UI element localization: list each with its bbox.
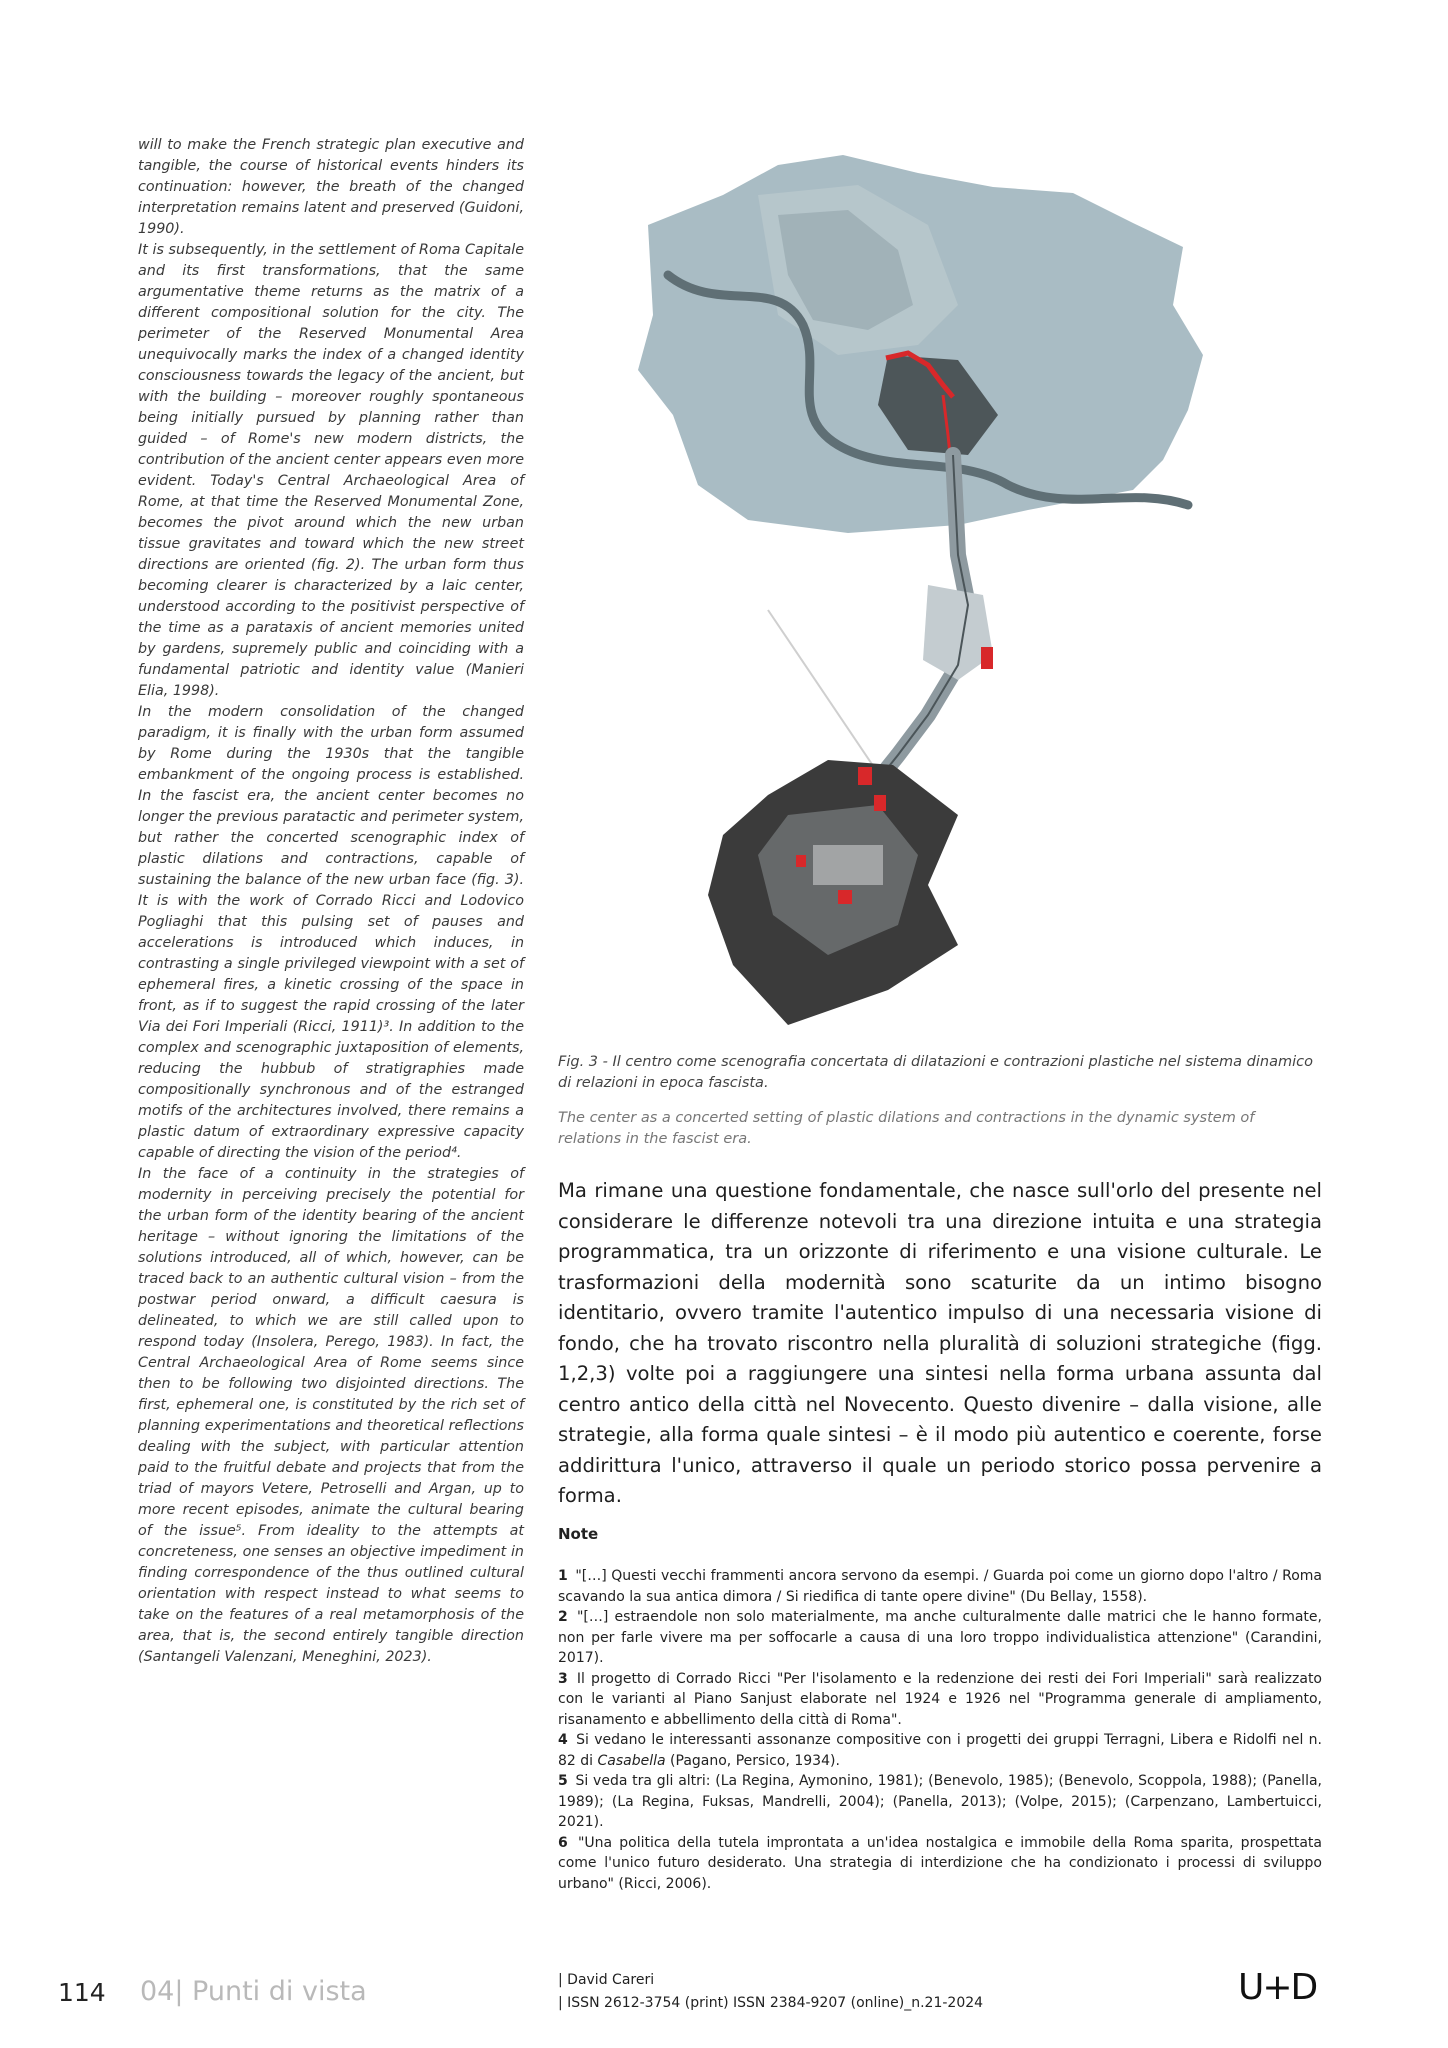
footer-author: | David Careri (558, 1972, 655, 1988)
notes-list (558, 1566, 1322, 1894)
note-text: Il progetto di Corrado Ricci "Per l'isolamento e la redenzione dei resti dei Fori Imperiali" sarà realizzato con le varianti al Piano Sanjust elaborate nel 1924 e 1926 nel "Programma generale di ampliamento, risanamento e abbellimento della città di Roma". (558, 1670, 1322, 1728)
left-paragraph-1: will to make the French strategic plan executive and tangible, the course of historical events hinders its continuation: however, the breath of the changed interpretation remains latent and preserved (Guidoni, 1990). (138, 137, 524, 237)
note-text: "Una politica della tutela improntata a un'idea nostalgica e immobile della Roma sparita, prospettata come l'unico futuro desiderato. Una strategia di interdizione che ha condizionato i processi di sviluppo urbano" (Ricci, 2006). (558, 1834, 1322, 1892)
note-text: Si veda tra gli altri: (La Regina, Aymonino, 1981); (Benevolo, 1985); (Benevolo, Scoppola, 1988); (Panella, 1989); (La Regina, Fuksas, Mandrelli, 2004); (Panella, 2013); (Volpe, 2015); (Carpenzano, Lambertuicci, 2021). (558, 1773, 1322, 1830)
left-paragraph-3: In the modern consolidation of the changed paradigm, it is finally with the urban form assumed by Rome during the 1930s that the tangible embankment of the ongoing process is established. In the fascist era, the ancient center becomes no longer the previous paratactic and perimeter system, but rather the concerted scenographic index of plastic dilations and contractions, capable of sustaining the balance of the new urban face (fig. 3). It is with the work of Corrado Ricci and Lodovico Pogliaghi that this pulsing set of pauses and accelerations is introduced which induces, in contrasting a single privileged viewpoint with a set of ephemeral fires, a kinetic crossing of the space in front, as if to suggest the rapid crossing of the later Via dei Fori Imperiali (Ricci, 1911)³. In addition to the complex and scenographic juxtaposition of elements, reducing the hubbub of stratigraphies made compositionally synchronous and of the estranged motifs of the architectures involved, there remains a plastic datum of extraordinary expressive capacity capable of directing the vision of the period⁴. (138, 704, 524, 1161)
figure-caption-italian: Fig. 3 - Il centro come scenografia concertata di dilatazioni e contrazioni plastiche nel sistema dinamico di relazioni in epoca fascista. (558, 1054, 1313, 1091)
note-number: 3 (558, 1670, 568, 1687)
rome-map-figure (628, 155, 1308, 1045)
note-number: 6 (558, 1834, 568, 1851)
note-item (558, 1566, 1322, 1607)
body-paragraph: Ma rimane una questione fondamentale, che nasce sull'orlo del presente nel considerare le differenze notevoli tra una direzione intuita e una strategia programmatica, tra un orizzonte di riferimento e una visione culturale. Le trasformazioni della modernità sono scaturite da un intimo bisogno identitario, ovvero tramite l'autentico impulso di una necessaria visione di fondo, che ha trovato riscontro nella pluralità di soluzioni strategiche (figg. 1,2,3) volte poi a raggiungere una sintesi nella forma urbana assunta dal centro antico della città nel Novecento. Questo divenire – dalla visione, alle strategie, alla forma quale sintesi – è il modo più autentico e coerente, forse addirittura l'unico, attraverso il quale un periodo storico possa pervenire a forma. (558, 1179, 1322, 1507)
footer-issn: | ISSN 2612-3754 (print) ISSN 2384-9207 (online)_n.21-2024 (558, 1995, 984, 2011)
figure-caption-english: The center as a concerted setting of plastic dilations and contractions in the dynamic system of relations in the fascist era. (558, 1110, 1255, 1147)
notes-heading: Note (558, 1525, 599, 1543)
note-text: "[…] estraendole non solo materialmente, ma anche culturalmente dalle matrici che le hanno formate, non per farle vivere ma per soffocarle a causa di una loro troppo individualistica attenzione" (Carandini, 2017). (558, 1609, 1322, 1666)
page-number: 114 (58, 1978, 106, 2007)
left-paragraph-2: It is subsequently, in the settlement of Roma Capitale and its first transformations, that the same argumentative theme returns as the matrix of a different compositional solution for the city. The perimeter of the Reserved Monumental Area unequivocally marks the index of a changed identity consciousness towards the legacy of the ancient, but with the building – moreover roughly spontaneous being initially pursued by planning rather than guided – of Rome's new modern districts, the contribution of the ancient center appears even more evident. Today's Central Archaeological Area of Rome, at that time the Reserved Monumental Zone, becomes the pivot around which the new urban tissue gravitates and toward which the new street directions are oriented (fig. 2). The urban form thus becoming clearer is characterized by a laic center, understood according to the positivist perspective of the time as a parataxis of ancient memories united by gardens, supremely public and coinciding with a fundamental patriotic and identity value (Manieri Elia, 1998). (138, 242, 524, 699)
left-column-text (138, 135, 524, 1668)
note-number: 1 (558, 1568, 568, 1584)
note-item (558, 1669, 1322, 1731)
note-item (558, 1771, 1322, 1833)
note-text: "[…] Questi vecchi frammenti ancora servono da esempi. / Guarda poi come un giorno dopo l'altro / Roma scavando la sua antica dimora / Si riedifica di tante opere divine" (Du Bellay, 1558). (558, 1568, 1322, 1605)
left-paragraph-4: In the face of a continuity in the strategies of modernity in perceiving precisely the potential for the urban form of the identity bearing of the ancient heritage – without ignoring the limitations of the solutions introduced, all of which, however, can be traced back to an authentic cultural vision – from the postwar period onward, a difficult caesura is delineated, to which we are still called upon to respond today (Insolera, Perego, 1983). In fact, the Central Archaeological Area of Rome seems since then to be following two disjointed directions. The first, ephemeral one, is constituted by the rich set of planning experimentations and theoretical reflections dealing with the subject, with particular attention paid to the fruitful debate and projects that from the triad of mayors Vetere, Petroselli and Argan, up to more recent episodes, animate the cultural bearing of the issue⁵. From ideality to the attempts at concreteness, one senses an objective impediment in finding correspondence of the thus outlined cultural orientation with respect instead to what seems to take on the features of a real metamorphosis of the area, that is, the second entirely tangible direction (Santangeli Valenzani, Meneghini, 2023). (138, 1166, 524, 1665)
journal-logo: U+D (1238, 1967, 1317, 2008)
note-item (558, 1833, 1322, 1895)
note-number: 2 (558, 1609, 568, 1625)
main-body-paragraph (558, 1176, 1322, 1512)
note-number: 5 (558, 1773, 568, 1789)
note-number: 4 (558, 1732, 568, 1748)
section-title: 04| Punti di vista (140, 1976, 367, 2007)
note-journal-title: Casabella (597, 1752, 666, 1769)
note-text-post: (Pagano, Persico, 1934). (665, 1752, 840, 1769)
city-map-shape (638, 155, 1203, 533)
note-text-pre: Si vedano le interessanti assonanze compositive con i progetti dei gruppi Terragni, Libera e Ridolfi nel n. 82 di (558, 1732, 1322, 1769)
note-item (558, 1607, 1322, 1669)
note-item (558, 1730, 1322, 1771)
